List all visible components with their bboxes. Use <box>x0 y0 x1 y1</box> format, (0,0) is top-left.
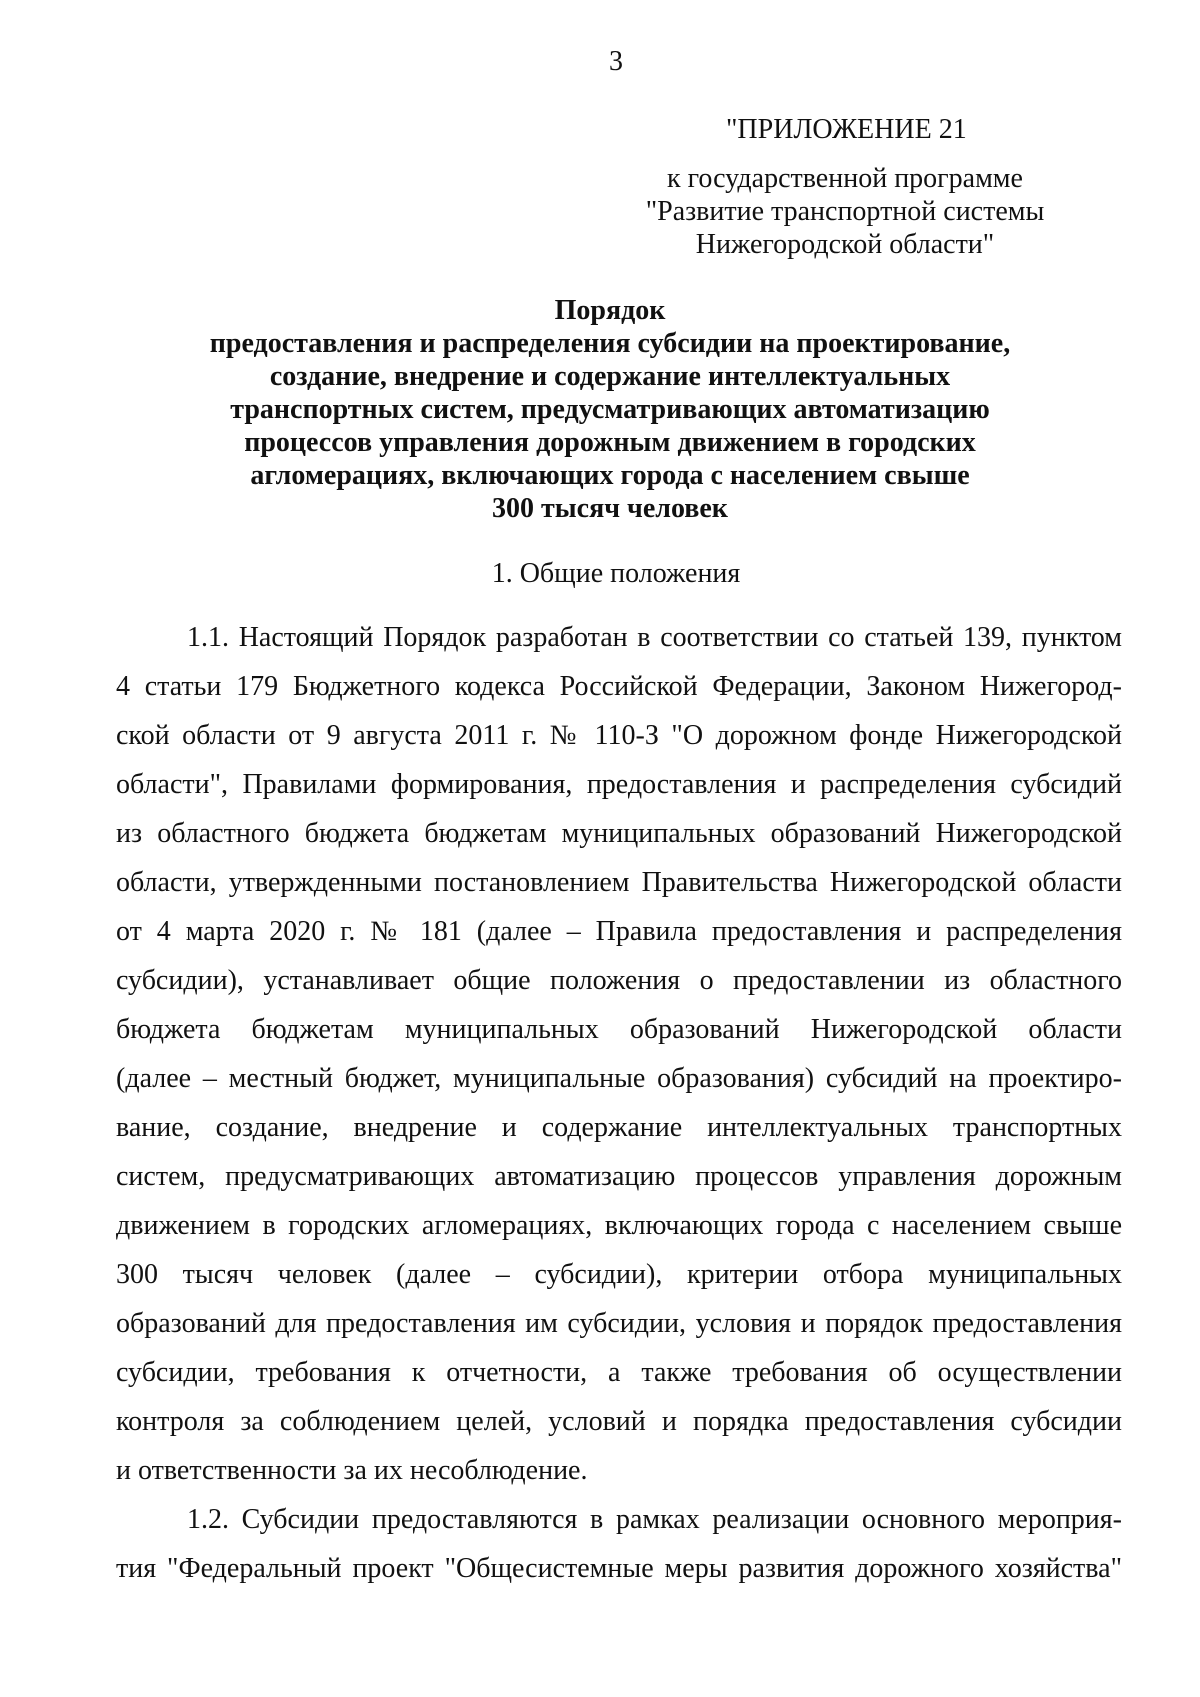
paragraph-line: субсидии), устанавливает общие положения о предоставлении из областного <box>116 965 1122 996</box>
paragraph-line: ской области от 9 августа 2011 г. № 110-З "О дорожном фонде Нижегородской <box>116 720 1122 751</box>
annex-reference-line: "Развитие транспортной системы <box>645 196 1045 227</box>
paragraph-line: от 4 марта 2020 г. № 181 (далее – Правила предоставления и распределения <box>116 916 1122 947</box>
paragraph-line: 1.1. Настоящий Порядок разработан в соответствии со статьей 139, пунктом <box>187 622 1122 653</box>
annex-title: "ПРИЛОЖЕНИЕ 21 <box>726 114 967 145</box>
paragraph-line: 300 тысяч человек (далее – субсидии), критерии отбора муниципальных <box>116 1259 1122 1290</box>
paragraph-1-1 <box>116 613 1122 1495</box>
annex-reference-line: к государственной программе <box>667 163 1023 194</box>
paragraph-line: вание, создание, внедрение и содержание интеллектуальных транспортных <box>116 1112 1122 1143</box>
document-title-line: процессов управления дорожным движением в городских <box>244 427 976 458</box>
body-text <box>116 613 1122 1593</box>
paragraph-line: из областного бюджета бюджетам муниципальных образований Нижегородской <box>116 818 1122 849</box>
page-number: 3 <box>609 46 623 77</box>
paragraph-line: 1.2. Субсидии предоставляются в рамках реализации основного мероприя- <box>187 1504 1122 1535</box>
paragraph-line: образований для предоставления им субсидии, условия и порядок предоставления <box>116 1308 1122 1339</box>
annex-reference <box>620 162 1070 261</box>
paragraph-line: и ответственности за их несоблюдение. <box>116 1455 588 1486</box>
paragraph-line: субсидии, требования к отчетности, а также требования об осуществлении <box>116 1357 1122 1388</box>
document-title-line: предоставления и распределения субсидии на проектирование, <box>209 328 1011 359</box>
document-title <box>160 294 1060 525</box>
document-title-line: агломерациях, включающих города с населением свыше <box>250 460 970 491</box>
paragraph-line: контроля за соблюдением целей, условий и порядка предоставления субсидии <box>116 1406 1122 1437</box>
paragraph-1-2 <box>116 1495 1122 1593</box>
paragraph-line: бюджета бюджетам муниципальных образований Нижегородской области <box>116 1014 1122 1045</box>
paragraph-line: области", Правилами формирования, предоставления и распределения субсидий <box>116 769 1122 800</box>
paragraph-line: 4 статьи 179 Бюджетного кодекса Российской Федерации, Законом Нижегород- <box>116 671 1122 702</box>
document-title-line: 300 тысяч человек <box>492 493 728 524</box>
paragraph-line: систем, предусматривающих автоматизацию процессов управления дорожным <box>116 1161 1122 1192</box>
paragraph-line: тия "Федеральный проект "Общесистемные меры развития дорожного хозяйства" <box>116 1553 1122 1584</box>
annex-reference-line: Нижегородской области" <box>695 229 995 260</box>
paragraph-line: области, утвержденными постановлением Правительства Нижегородской области <box>116 867 1122 898</box>
document-title-line: транспортных систем, предусматривающих автоматизацию <box>230 394 990 425</box>
document-title-line: создание, внедрение и содержание интеллектуальных <box>269 361 951 392</box>
document-title-heading: Порядок <box>554 295 666 326</box>
paragraph-line: (далее – местный бюджет, муниципальные образования) субсидий на проектиро- <box>116 1063 1122 1094</box>
section-heading: 1. Общие положения <box>491 558 741 589</box>
paragraph-line: движением в городских агломерациях, включающих города с населением свыше <box>116 1210 1122 1241</box>
